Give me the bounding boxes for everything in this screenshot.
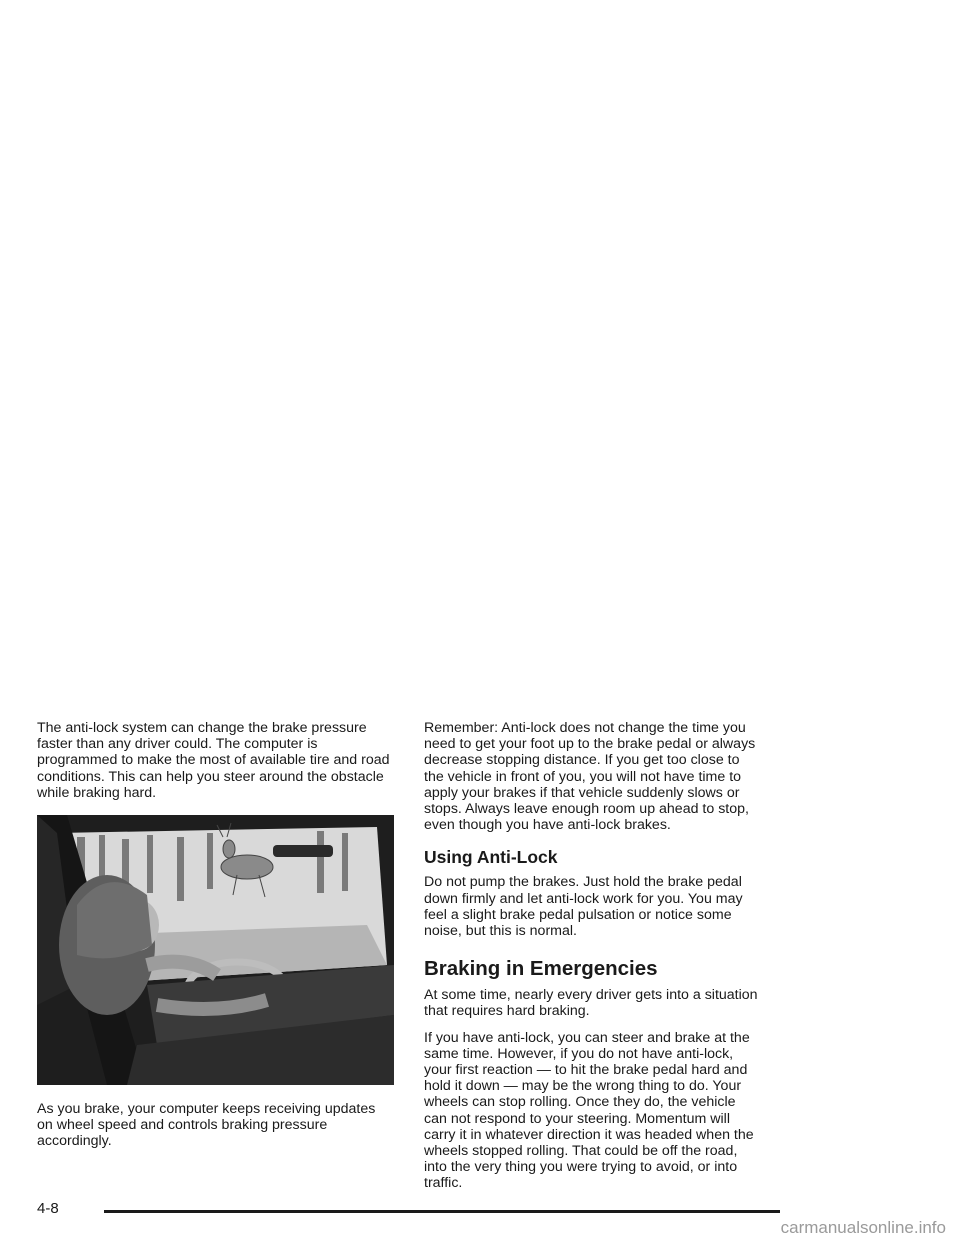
heading-using-anti-lock: Using Anti-Lock (424, 847, 558, 868)
right-column (424, 720, 759, 1202)
watermark: carmanualsonline.info (780, 1218, 946, 1237)
hard-braking-paragraph: At some time, nearly every driver gets into a situation that requires hard braking. (424, 987, 758, 1020)
heading-braking-in-emergencies: Braking in Emergencies (424, 957, 658, 981)
left-column (37, 720, 392, 1160)
computer-updates-paragraph: As you brake, your computer keeps receiving updates on wheel speed and controls braking pressure accordingly. (37, 1101, 376, 1150)
footer-rule (104, 1210, 780, 1213)
steer-and-brake-paragraph: If you have anti-lock, you can steer and brake at the same time. However, if you do not have anti-lock, your first reaction — to hit the brake pedal hard and hold it down — may be the wrong thing to do. Your wheels can stop rolling. Once they do, the vehicle can not respond to your steering. Momentum will carry it in whatever direction it was headed when the wheels stopped rolling. That could be off the road, into the very thing you were trying to avoid, or into traffic. (424, 1029, 754, 1192)
intro-paragraph: The anti-lock system can change the brake pressure faster than any driver could. The computer is programmed to make the most of available tire and road conditions. This can help you steer around the obstacle while braking hard. (37, 720, 390, 801)
page-number: 4-8 (37, 1200, 59, 1217)
remember-paragraph: Remember: Anti-lock does not change the time you need to get your foot up to the brake pedal or always decrease stopping distance. If you get too close to the vehicle in front of you, you will not have time to apply your brakes if that vehicle suddenly slows or stops. Always leave enough room up ahead to stop, even though you have anti-lock brakes. (424, 720, 756, 834)
driver-deer-illustration (37, 815, 394, 1085)
using-anti-lock-paragraph: Do not pump the brakes. Just hold the brake pedal down firmly and let anti-lock work for you. You may feel a slight brake pedal pulsation or notice some noise, but this is normal. (424, 874, 743, 940)
